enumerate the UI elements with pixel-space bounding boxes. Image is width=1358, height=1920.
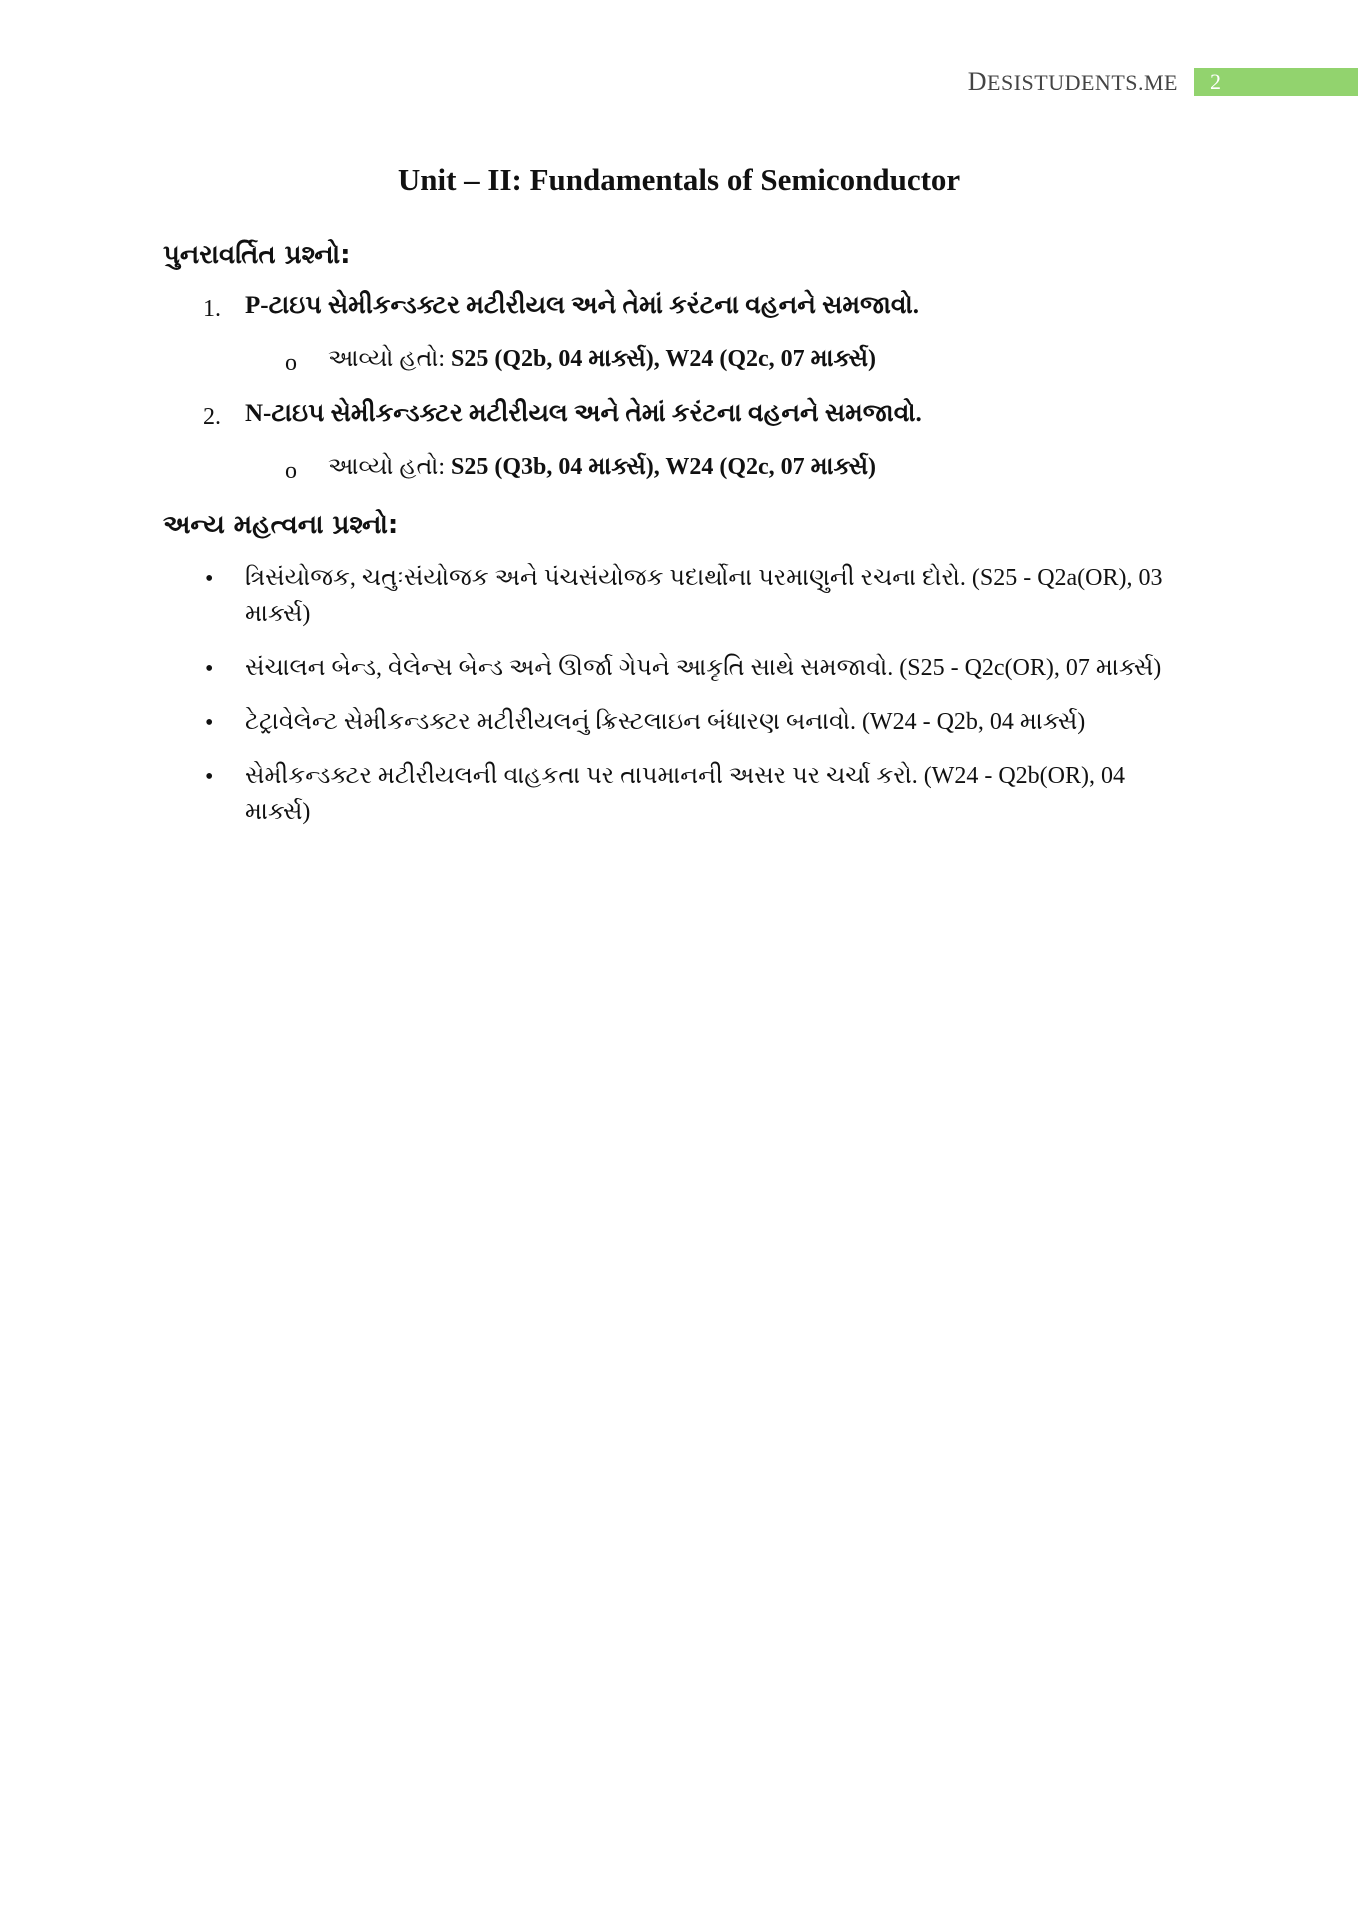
question-text: P-ટાઇપ સેમીકન્ડક્ટર મટીરીયલ અને તેમાં કરંટના વહનને સમજાવો.	[245, 292, 919, 319]
page-header	[968, 68, 1358, 96]
repeated-questions-heading: પુનરાવર્તિત પ્રશ્નો:	[163, 240, 351, 270]
page-number-badge: 2	[1194, 68, 1358, 96]
other-questions-heading: અન્ય મહત્વના પ્રશ્નો:	[163, 510, 399, 540]
asked-info: આવ્યો હતો: S25 (Q2b, 04 માર્ક્સ), W24 (Q2c, 07 માર્ક્સ)	[328, 346, 877, 372]
list-item: ટેટ્રાવેલેન્ટ સેમીકન્ડક્ટર મટીરીયલનું ક્રિસ્ટલાઇન બંધારણ બનાવો. (W24 - Q2b, 04 માર્ક્સ)	[245, 709, 1086, 735]
bullet-marker: •	[205, 566, 214, 592]
bullet-marker: •	[205, 710, 214, 736]
list-item: સેમીકન્ડક્ટર મટીરીયલની વાહકતા પર તાપમાનની અસર પર ચર્ચા કરો. (W24 - Q2b(OR), 04 માર્ક્સ)	[245, 763, 1125, 825]
bullet-marker: •	[205, 656, 214, 682]
site-name: DESISTUDENTS.ME	[967, 67, 1178, 96]
question-number: 2.	[203, 404, 221, 430]
question-text: N-ટાઇપ સેમીકન્ડક્ટર મટીરીયલ અને તેમાં કરંટના વહનને સમજાવો.	[245, 400, 922, 427]
list-item: સંચાલન બેન્ડ, વેલેન્સ બેન્ડ અને ઊર્જા ગેપને આકૃતિ સાથે સમજાવો. (S25 - Q2c(OR), 07 માર્ક્સ)	[245, 655, 1162, 681]
list-item: ત્રિસંયોજક, ચતુઃસંયોજક અને પંચસંયોજક પદાર્થોના પરમાણુની રચના દોરો. (S25 - Q2a(OR), 03 માર્ક્સ)	[245, 565, 1163, 627]
asked-info: આવ્યો હતો: S25 (Q3b, 04 માર્ક્સ), W24 (Q2c, 07 માર્ક્સ)	[328, 454, 877, 480]
page-title: Unit – II: Fundamentals of Semiconductor	[397, 162, 961, 197]
bullet-marker: •	[205, 764, 214, 790]
question-number: 1.	[203, 296, 221, 322]
sub-marker: o	[285, 458, 297, 484]
sub-marker: o	[285, 350, 297, 376]
